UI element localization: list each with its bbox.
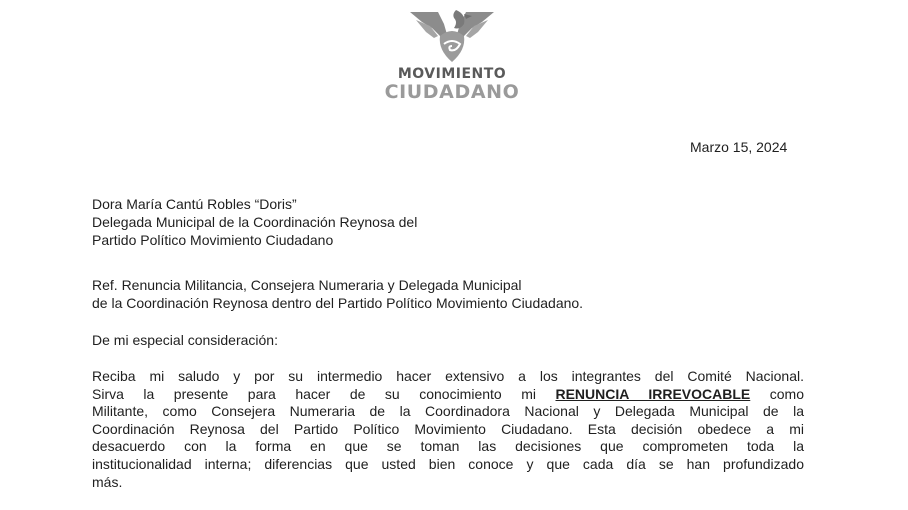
greeting: De mi especial consideración: — [92, 332, 278, 348]
body-line-3: Militante, como Consejera Numeraria de la Coordinadora Nacional y Delegada Municipal de la — [92, 403, 804, 420]
body-line-5: desacuerdo con la forma en que se toman las decisiones que comprometen toda la — [92, 438, 804, 455]
body-line-1: Reciba mi saludo y por su intermedio hacer extensivo a los integrantes del Comité Nacional. — [92, 368, 804, 384]
recipient-address — [92, 195, 417, 249]
body-line-4: Coordinación Reynosa del Partido Político Movimiento Ciudadano. Esta decisión obedece a mi — [92, 420, 804, 437]
recipient-name: Dora María Cantú Robles “Doris” — [92, 196, 297, 212]
body-paragraph — [92, 368, 804, 491]
recipient-organization: Partido Político Movimiento Ciudadano — [92, 232, 334, 248]
eagle-icon — [404, 8, 500, 66]
body-line-7: más. — [92, 473, 123, 490]
letter-date: Marzo 15, 2024 — [690, 139, 788, 155]
body-line-2-end: como — [750, 385, 805, 402]
body-line-2-start: Sirva la presente para hacer de su conocimiento mi — [92, 385, 556, 402]
reference-line-1: Ref. Renuncia Militancia, Consejera Numeraria y Delegada Municipal — [92, 277, 522, 293]
party-logo — [372, 8, 532, 108]
reference-line-2: de la Coordinación Reynosa dentro del Partido Político Movimiento Ciudadano. — [92, 295, 584, 311]
logo-text-ciudadano: CIUDADANO — [384, 81, 520, 103]
body-line-2 — [92, 386, 804, 404]
logo-text-movimiento: MOVIMIENTO — [397, 66, 507, 82]
recipient-title: Delegada Municipal de la Coordinación Reynosa del — [92, 214, 418, 230]
reference-line — [92, 276, 583, 312]
body-line-6: institucionalidad interna; diferencias que usted bien conoce y que cada día se han profundizado — [92, 455, 804, 472]
resignation-emphasis: RENUNCIA IRREVOCABLE — [555, 385, 751, 402]
